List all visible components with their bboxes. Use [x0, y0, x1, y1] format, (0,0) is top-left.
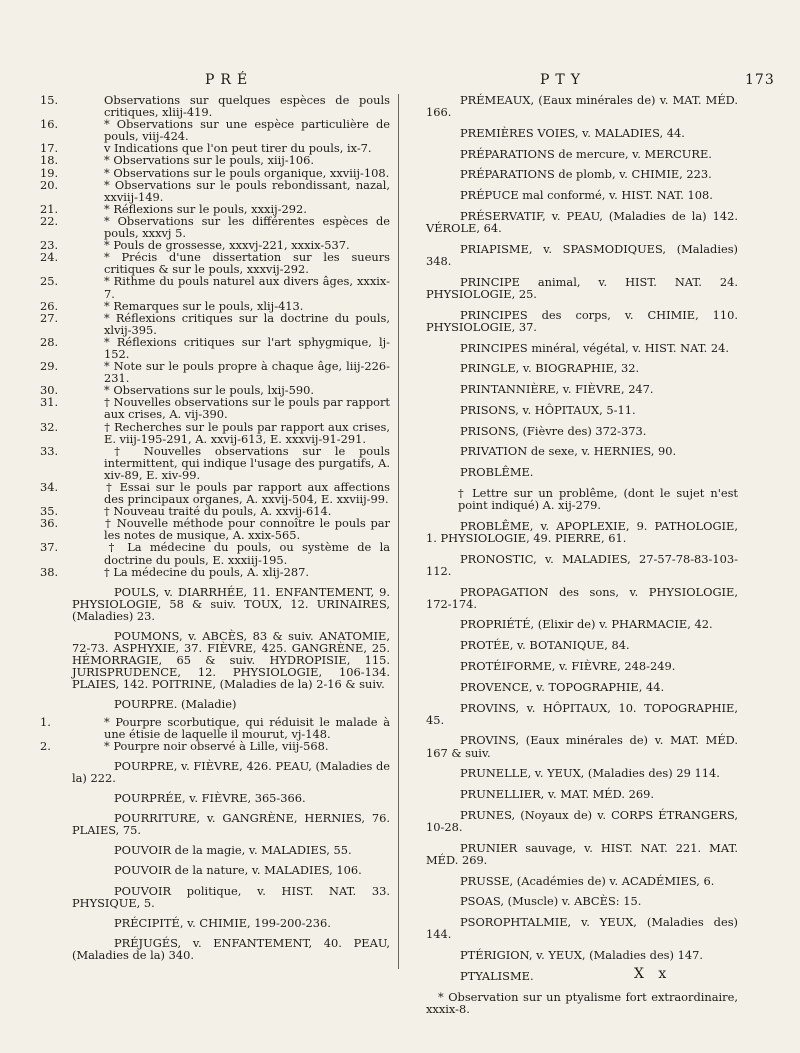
list-item — [40, 274, 390, 301]
item-number: 24. — [40, 250, 59, 265]
item-text: † Essai sur le pouls par rapport aux affections des principaux organes, A. xxvij-504, E. xxviij-99. — [104, 480, 390, 507]
probleme-note: † Lettre sur un problême, (dont le sujet n'est point indiqué) A. xij-279. — [458, 485, 738, 513]
index-entry: PRÉMEAUX, (Eaux minérales de) v. MAT. MÉD. 166. — [426, 93, 738, 120]
list-item — [40, 480, 390, 507]
item-number: 32. — [40, 419, 59, 434]
index-entry: PRISONS, v. HÔPITAUX, 5-11. — [460, 402, 636, 417]
item-number: 2. — [40, 738, 51, 753]
item-number: 15. — [40, 93, 59, 107]
index-entry: PRISONS, (Fièvre des) 372-373. — [460, 423, 647, 438]
item-text: † La médecine du pouls, ou système de la doctrine du pouls, E. xxxiij-195. — [104, 540, 390, 567]
probleme-heading: PROBLÊME. — [460, 465, 534, 480]
item-number: 26. — [40, 298, 59, 313]
item-number: 21. — [40, 201, 59, 216]
index-entry: PRONOSTIC, v. MALADIES, 27-57-78-83-103-112. — [426, 551, 738, 578]
index-entry: PRINTANNIÈRE, v. FIÈVRE, 247. — [460, 382, 654, 397]
item-text: * Observations sur le pouls, xiij-106. — [104, 153, 315, 168]
list-item — [40, 395, 390, 422]
index-entry: PRÉCIPITÉ, v. CHIMIE, 199-200-236. — [114, 915, 331, 930]
index-entry: PRÉJUGÉS, v. ENFANTEMENT, 40. PEAU, (Maladies de la) 340. — [72, 935, 390, 962]
item-number: 19. — [40, 165, 59, 180]
ptyalisme-heading: PTYALISME. — [460, 968, 534, 983]
list-item — [40, 250, 390, 277]
list-item — [40, 359, 390, 386]
signature-mark: X x — [634, 966, 672, 982]
item-text: * Observations sur le pouls, lxij-590. — [104, 383, 315, 398]
item-text: * Réflexions critiques sur la doctrine du pouls, xlvij-395. — [104, 310, 390, 337]
list-item — [40, 516, 390, 543]
list-item — [40, 419, 390, 446]
index-entry: PRIVATION de sexe, v. HERNIES, 90. — [460, 444, 677, 459]
item-number: 20. — [40, 177, 59, 192]
page-number: 173 — [745, 72, 775, 88]
index-entry: PROPAGATION des sons, v. PHYSIOLOGIE, 172-174. — [426, 584, 738, 611]
item-text: * Pourpre scorbutique, qui réduisit le malade à une étisie de laquelle il mourut, vj-148. — [104, 714, 390, 741]
left-entries-1 — [72, 586, 390, 691]
item-number: 38. — [40, 564, 59, 579]
index-entry: PRUNIER sauvage, v. HIST. NAT. 221. MAT. MÉD. 269. — [426, 840, 738, 867]
index-entry: POURRITURE, v. GANGRÈNE, HERNIES, 76. PLAIES, 75. — [72, 811, 390, 838]
item-number: 25. — [40, 274, 59, 289]
index-entry: POURPRÉE, v. FIÈVRE, 365-366. — [114, 791, 306, 806]
item-number: 35. — [40, 504, 59, 519]
index-entry: PRUSSE, (Académies de) v. ACADÉMIES, 6. — [460, 873, 715, 888]
index-entry: PRÉPUCE mal conformé, v. HIST. NAT. 108. — [460, 188, 713, 203]
index-entry: POUVOIR de la nature, v. MALADIES, 106. — [114, 863, 362, 878]
pourpre-observations-list — [40, 714, 390, 753]
index-entry: PRINCIPES des corps, v. CHIMIE, 110. PHYSIOLOGIE, 37. — [426, 307, 738, 334]
index-entry: PREMIÈRES VOIES, v. MALADIES, 44. — [460, 125, 685, 140]
pouls-observations-list — [40, 93, 390, 579]
index-entry: PRINCIPES minéral, végétal, v. HIST. NAT. 24. — [460, 340, 729, 355]
item-text: * Observations sur une espèce particulière de pouls, viij-424. — [104, 117, 390, 144]
item-text: * Remarques sur le pouls, xlij-413. — [104, 298, 304, 313]
list-item — [40, 117, 390, 144]
index-entry: POULS, v. DIARRHÉE, 11. ENFANTEMENT, 9. PHYSIOLOGIE, 58 & suiv. TOUX, 12. URINAIRES, (Maladies) 23. — [72, 584, 390, 623]
index-entry: PRUNELLIER, v. MAT. MÉD. 269. — [460, 787, 654, 802]
index-entry: POUVOIR de la magie, v. MALADIES, 55. — [114, 843, 352, 858]
index-entry: PRUNES, (Noyaux de) v. CORPS ÉTRANGERS, 10-28. — [426, 807, 738, 834]
item-text: † Nouvelles observations sur le pouls intermittent, qui indique l'usage des purgatifs, A. xiv-89, E. xiv-99. — [104, 443, 390, 482]
item-number: 34. — [40, 480, 59, 494]
index-entry: PROVENCE, v. TOPOGRAPHIE, 44. — [460, 679, 665, 694]
item-text: * Pourpre noir observé à Lille, viij-568. — [104, 738, 329, 753]
index-entry: PSOAS, (Muscle) v. ABCÈS: 15. — [460, 894, 642, 909]
running-head-right: PTY — [540, 72, 586, 88]
item-text: * Réflexions sur le pouls, xxxij-292. — [104, 201, 307, 216]
item-text: * Pouls de grossesse, xxxvj-221, xxxix-537. — [104, 238, 350, 253]
item-number: 27. — [40, 310, 59, 325]
index-entry: POURPRE, v. FIÈVRE, 426. PEAU, (Maladies de la) 222. — [72, 758, 390, 785]
item-number: 30. — [40, 383, 59, 398]
item-text: † Nouvelles observations sur le pouls par rapport aux crises, A. vij-390. — [104, 395, 390, 422]
item-number: 31. — [40, 395, 59, 410]
item-number: 22. — [40, 213, 59, 228]
index-entry: POUVOIR politique, v. HIST. NAT. 33. PHYSIQUE, 5. — [72, 883, 390, 910]
left-entries-2 — [72, 760, 390, 961]
left-column — [40, 93, 390, 962]
index-entry: PROTÉE, v. BOTANIQUE, 84. — [460, 638, 630, 653]
item-text: † Recherches sur le pouls par rapport aux crises, E. viij-195-291, A. xxvij-613, E. xxxvij-91-291. — [104, 419, 390, 446]
item-number: 17. — [40, 141, 59, 156]
item-text: v Indications que l'on peut tirer du pouls, ix-7. — [104, 141, 372, 156]
item-text: * Réflexions critiques sur l'art sphygmique, lj-152. — [104, 334, 390, 361]
item-text: * Observations sur les différentes espèces de pouls, xxxvj 5. — [104, 213, 390, 241]
right-entries-a — [426, 94, 738, 458]
item-text: * Observations sur le pouls rebondissant, nazal, xxviij-149. — [104, 177, 390, 204]
index-entry: PROBLÊME, v. APOPLEXIE, 9. PATHOLOGIE, 1. PHYSIOLOGIE, 49. PIERRE, 61. — [426, 518, 738, 545]
index-entry: PRÉPARATIONS de mercure, v. MERCURE. — [460, 146, 712, 161]
index-entry: PRINCIPE animal, v. HIST. NAT. 24. PHYSIOLOGIE, 25. — [426, 274, 738, 301]
index-entry: PRUNELLE, v. YEUX, (Maladies des) 29 114. — [460, 766, 720, 781]
list-item — [40, 334, 390, 361]
index-entry: PROVINS, v. HÔPITAUX, 10. TOPOGRAPHIE, 45. — [426, 700, 738, 727]
item-number: 23. — [40, 238, 59, 253]
list-item — [40, 443, 390, 482]
index-entry: PROPRIÉTÉ, (Elixir de) v. PHARMACIE, 42. — [460, 617, 713, 632]
item-number: 1. — [40, 714, 51, 729]
item-number: 36. — [40, 516, 59, 531]
item-text: † La médecine du pouls, A. xlij-287. — [104, 564, 309, 579]
index-entry: PRÉSERVATIF, v. PEAU, (Maladies de la) 142. VÉROLE, 64. — [426, 209, 738, 236]
list-item — [40, 564, 390, 579]
index-entry: POUMONS, v. ABCÈS, 83 & suiv. ANATOMIE, 72-73. ASPHYXIE, 37. FIÈVRE, 425. GANGRÈNE, 25. HÉMORRAGIE, 65 & suiv. HYDROPISIE, 115. JURISPRUDENCE, 12. PHYSIOLOGIE, 106-134. PLAIES, 142. POITRINE, (Maladies de la) 2-16 & suiv. — [72, 629, 390, 692]
list-item — [40, 738, 390, 753]
item-text: * Rithme du pouls naturel aux divers âges, xxxix-7. — [104, 274, 390, 301]
item-text: * Observations sur le pouls organique, xxviij-108. — [104, 165, 390, 180]
column-rule — [398, 94, 399, 969]
ptyalisme-note: * Observation sur un ptyalisme fort extraordinaire, xxxix-8. — [426, 989, 738, 1016]
list-item — [40, 177, 390, 204]
item-number: 18. — [40, 153, 59, 168]
item-number: 28. — [40, 334, 59, 349]
right-entries-b — [426, 520, 738, 961]
index-entry: PRÉPARATIONS de plomb, v. CHIMIE, 223. — [460, 167, 712, 182]
index-entry: PRIAPISME, v. SPASMODIQUES, (Maladies) 348. — [426, 241, 738, 268]
index-entry: PSOROPHTALMIE, v. YEUX, (Maladies des) 144. — [426, 915, 738, 942]
running-head-left: PRÉ — [205, 72, 254, 88]
item-number: 37. — [40, 540, 59, 555]
item-text: Observations sur quelques espèces de pouls critiques, xliij-419. — [104, 93, 390, 120]
index-entry: PROVINS, (Eaux minérales de) v. MAT. MÉD. 167 & suiv. — [426, 733, 738, 760]
list-item — [40, 310, 390, 337]
index-entry: PTÉRIGION, v. YEUX, (Maladies des) 147. — [460, 948, 703, 963]
list-item — [40, 714, 390, 741]
item-number: 29. — [40, 359, 59, 374]
index-entry: PRINGLE, v. BIOGRAPHIE, 32. — [460, 361, 640, 376]
index-entry: PROTÉIFORME, v. FIÈVRE, 248-249. — [460, 659, 676, 674]
item-text: † Nouvelle méthode pour connoître le pouls par les notes de musique, A. xxix-565. — [104, 516, 390, 543]
pourpre-heading: POURPRE. (Maladie) — [114, 696, 237, 711]
item-number: 33. — [40, 443, 59, 458]
list-item — [40, 213, 390, 241]
item-text: * Précis d'une dissertation sur les sueurs critiques & sur le pouls, xxxvij-292. — [104, 250, 390, 277]
list-item — [40, 540, 390, 567]
right-column — [426, 94, 738, 1024]
item-number: 16. — [40, 117, 59, 132]
item-text: * Note sur le pouls propre à chaque âge, liij-226-231. — [104, 359, 390, 386]
list-item — [40, 93, 390, 120]
item-text: † Nouveau traité du pouls, A. xxvij-614. — [104, 504, 332, 519]
